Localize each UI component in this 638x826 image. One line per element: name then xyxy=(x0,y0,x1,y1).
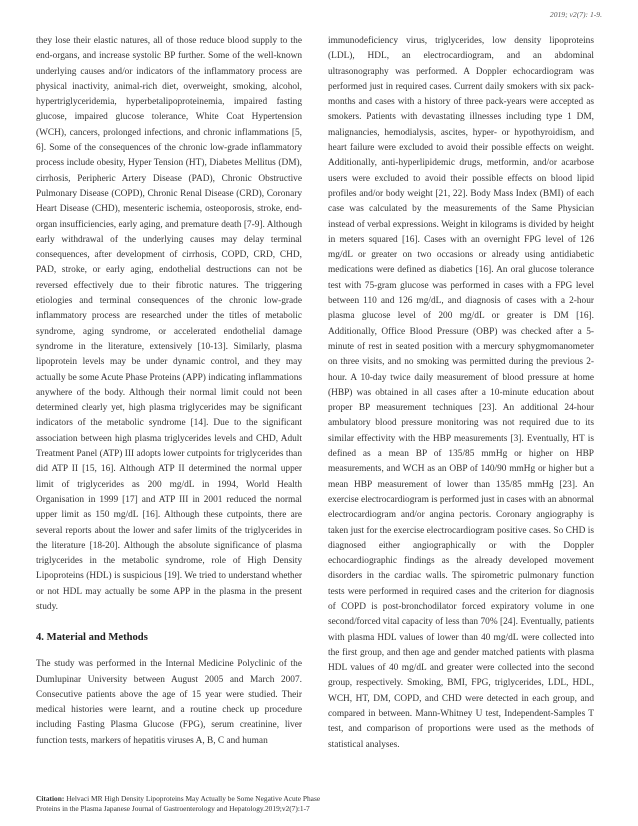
right-column xyxy=(328,34,594,753)
journal-reference: 2019; v2(7): 1-9. xyxy=(549,10,602,19)
body-paragraph: The study was performed in the Internal Medicine Polyclinic of the Dumlupinar University between August 2005 and March 2007. Consecutive patients above the age of 15 year were studied. Their medical histories were learnt, and a routine check up procedure including Fasting Plasma Glucose (FPG), serum creatinine, liver function tests, markers of hepatitis viruses A, B, C and human xyxy=(36,659,302,746)
citation-text-1: Helvaci MR High Density Lipoproteins May Actually be Some Negative Acute Phase xyxy=(66,794,321,803)
body-paragraph: immunodeficiency virus, triglycerides, low density lipoproteins (LDL), HDL, an electrocardiogram, and an abdominal ultrasonography was performed. A Doppler echocardiogram was performed just in required cases. Current daily smokers with six pack-months and cases with a history of three pack-years were accepted as smokers. Patients with devastating illnesses including type 1 DM, malignancies, hemodialysis, ascites, hyper- or hypothyroidism, and heart failure were excluded to avoid their possible effects on weight. Additionally, anti-hyperlipidemic drugs, metformin, and/or acarbose users were excluded to avoid their possible effects on blood lipid profiles and/or body weight [21, 22]. Body Mass Index (BMI) of each case was calculated by the measurements of the Same Physician instead of verbal expressions. Weight in kilograms is divided by height in meters squared [16]. Cases with an overnight FPG level of 126 mg/dL or greater on two occasions or already using antidiabetic medications were defined as diabetics [16]. An oral glucose tolerance test with 75-gram glucose was performed in cases with a FPG level between 110 and 126 mg/dL, and diagnosis of cases with a 2-hour plasma glucose level of 200 mg/dL or greater is DM [16]. Additionally, Office Blood Pressure (OBP) was checked after a 5-minute of rest in seated position with a mercury sphygmomanometer on three visits, and no smoking was permitted during the previous 2-hour. A 10-day twice daily measurement of blood pressure at home (HBP) was obtained in all cases after a 10-minute education about proper BP measurement techniques [23]. An additional 24-hour ambulatory blood pressure monitoring was not required due to its similar effectivity with the HBP measurements [3]. Eventually, HT is defined as a mean BP of 135/85 mmHg or higher on HBP measurements, and WCH as an OBP of 140/90 mmHg or higher but a mean HBP measurement of lower than 135/85 mmHg [23]. An exercise electrocardiogram is performed just in cases with an abnormal electrocardiogram and/or angina pectoris. Coronary angiography is taken just for the exercise electrocardiogram positive cases. So CHD is diagnosed either angiographically or with the Doppler echocardiographic findings as the already developed movement disorders in the cardiac walls. The spirometric pulmonary function tests were performed in required cases and the criterion for diagnosis of COPD is post-bronchodilator forced expiratory volume in one second/forced vital capacity of less than 70% [24]. Eventually, patients with plasma HDL values of lower than 40 mg/dL were collected into the first group, and then age and gender matched patients with plasma HDL values of 40 mg/dL and greater were collected into the second group, respectively. Smoking, BMI, FPG, triglycerides, LDL, HDL, WCH, HT, DM, COPD, and CHD were detected in each group, and compared in between. Mann-Whitney U test, Independent-Samples T test, and comparison of proportions were used as the methods of statistical analyses. xyxy=(328,36,594,750)
left-column xyxy=(36,34,302,749)
citation-line-2: Proteins in the Plasma Japanese Journal of Gastroenterology and Hepatology.2019;v2(7):1-7 xyxy=(36,804,310,813)
citation-footer xyxy=(36,794,606,814)
citation-line-1 xyxy=(36,794,606,804)
citation-label: Citation: xyxy=(36,794,65,803)
section-heading: 4. Material and Methods xyxy=(36,632,148,644)
body-paragraph: they lose their elastic natures, all of those reduce blood supply to the end-organs, and increase systolic BP further. Some of the well-known underlying causes and/or indicators of the inflammatory process are physical inactivity, animal-rich diet, overweight, smoking, alcohol, hypertriglyceridemia, hyperbetalipoproteinemia, impaired fasting glucose, impaired glucose tolerance, White Coat Hypertension (WCH), cancers, prolonged infections, and chronic inflammations [5, 6]. Some of the consequences of the chronic low-grade inflammatory process include obesity, Hyper Tension (HT), Diabetes Mellitus (DM), cirrhosis, Peripheric Artery Disease (PAD), Chronic Obstructive Pulmonary Disease (COPD), Chronic Renal Disease (CRD), Coronary Heart Disease (CHD), mesenteric ischemia, osteoporosis, stroke, end-organ insufficiencies, early aging, and premature death [7-9]. Although early withdrawal of the underlying causes may delay terminal consequences, after development of cirrhosis, COPD, CRD, CHD, PAD, stroke, or early aging, endothelial destructions can not be reversed effectively due to their fibrotic natures. The triggering etiologies and terminal consequences of the chronic low-grade inflammatory process are researched under the titles of metabolic syndrome, aging syndrome, or accelerated endothelial damage syndrome in the literature, extensively [10-13]. Similarly, plasma lipoprotein levels may be under dynamic control, and they may actually be some Acute Phase Proteins (APP) indicating inflammations anywhere of the body. Although their normal limit could not been determined clearly yet, high plasma triglycerides may be significant indicators of the metabolic syndrome [14]. Due to the significant association between high plasma triglycerides levels and CHD, Adult Treatment Panel (ATP) III adopts lower cutpoints for triglycerides than did ATP II [15, 16]. Although ATP II determined the normal upper limit of triglycerides as 200 mg/dL in 1994, World Health Organisation in 1999 [17] and ATP III in 2001 reduced the normal upper limit as 150 mg/dL [16]. Although these cutpoints, there are several reports about the lower and safer limits of the triglycerides in the literature [18-20]. Although the absolute significance of plasma triglycerides in the metabolic syndrome, role of High Density Lipoproteins (HDL) is suspicious [19]. We tried to understand whether or not HDL may actually be some APP in the plasma in the present study. xyxy=(36,36,302,612)
